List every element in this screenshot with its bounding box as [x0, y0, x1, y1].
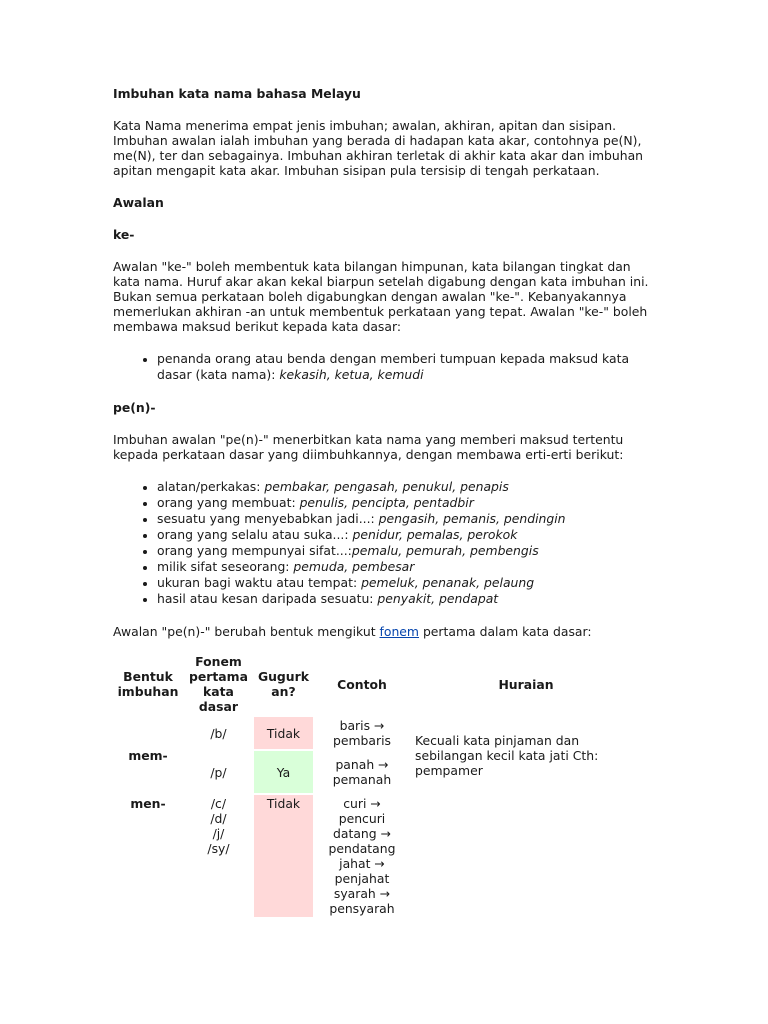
table-row [113, 717, 641, 749]
fonem-sentence: Awalan "pe(n)-" berubah bentuk mengikut fonem pertama dalam kata dasar: [113, 624, 592, 639]
header-gugur: Gugurk an? [257, 669, 309, 699]
list-item: • orang yang mempunyai sifat...:pemalu, pemurah, pembengis [157, 543, 658, 559]
list-item: • hasil atau kesan daripada sesuatu: penyakit, pendapat [157, 591, 658, 607]
imbuhan-table [111, 651, 643, 919]
ke-paragraph: Awalan "ke-" boleh membentuk kata bilangan himpunan, kata bilangan tingkat dan kata nama. Huruf akar akan kekal biarpun setelah digabung dengan kata imbuhan ini. Bukan semua perkataan boleh digabungkan dengan awalan "ke-". Kebanyakannya memerlukan akhiran -an untuk membentuk perkataan yang tepat. Awalan "ke-" boleh membawa maksud berikut kepada kata dasar: [113, 259, 649, 334]
list-item: • milik sifat seseorang: pemuda, pembesar [157, 559, 658, 575]
bentuk-mem: mem- [128, 747, 168, 763]
header-bentuk: Bentuk imbuhan [117, 669, 179, 699]
gugur-cell: Tidak [254, 795, 313, 917]
table-header-row [113, 653, 641, 715]
list-item: • orang yang membuat: penulis, pencipta, pentadbir [157, 495, 658, 511]
gugur-cell: Tidak [254, 717, 313, 749]
huraian-cell: Kecuali kata pinjaman dan sebilangan kecil kata jati Cth: pempamer [414, 732, 599, 778]
huraian-cell [411, 795, 641, 917]
fonem-cell: /p/ [210, 764, 227, 780]
bentuk-men: men- [130, 796, 166, 811]
pen-paragraph: Imbuhan awalan "pe(n)-" menerbitkan kata nama yang memberi maksud tertentu kepada perkataan dasar yang diimbuhkannya, dengan membawa erti-erti berikut: [113, 432, 624, 462]
list-item: • penanda orang atau benda dengan memberi tumpuan kepada maksud kata dasar (kata nama): kekasih, ketua, kemudi [157, 351, 658, 383]
heading-awalan: Awalan [113, 195, 164, 210]
contoh-cell: panah → pemanah [332, 757, 392, 787]
contoh-cell: curi → pencuri datang → pendatang jahat → penjahat syarah → pensyarah [328, 796, 396, 916]
table-row [113, 795, 641, 917]
list-item: • sesuatu yang menyebabkan jadi...: pengasih, pemanis, pendingin [157, 511, 658, 527]
heading-ke: ke- [113, 227, 135, 242]
fonem-link[interactable]: fonem [379, 624, 419, 639]
list-item: • alatan/perkakas: pembakar, pengasah, penukul, penapis [157, 479, 658, 495]
fonem-cell: /b/ [210, 725, 227, 741]
pen-list [113, 479, 658, 607]
page-title: Imbuhan kata nama bahasa Melayu [113, 86, 361, 101]
intro-paragraph: Kata Nama menerima empat jenis imbuhan; awalan, akhiran, apitan dan sisipan. Imbuhan awalan ialah imbuhan yang berada di hadapan kata akar, contohnya pe(N), me(N), ter dan sebagainya. Imbuhan akhiran terletak di akhir kata akar dan imbuhan apitan mengapit kata akar. Imbuhan sisipan pula tersisip di tengah perkataan. [113, 118, 644, 178]
header-huraian: Huraian [498, 676, 554, 692]
ke-list [113, 351, 658, 383]
header-fonem: Fonem pertama kata dasar [189, 654, 248, 714]
heading-pen: pe(n)- [113, 400, 156, 415]
gugur-cell: Ya [254, 751, 313, 793]
header-contoh: Contoh [337, 676, 387, 692]
document-page [113, 86, 658, 919]
list-item: • orang yang selalu atau suka...: penidur, pemalas, perokok [157, 527, 658, 543]
fonem-cell: /c/ /d/ /j/ /sy/ [207, 796, 230, 856]
list-item: • ukuran bagi waktu atau tempat: pemeluk, penanak, pelaung [157, 575, 658, 591]
contoh-cell: baris → pembaris [332, 718, 391, 748]
